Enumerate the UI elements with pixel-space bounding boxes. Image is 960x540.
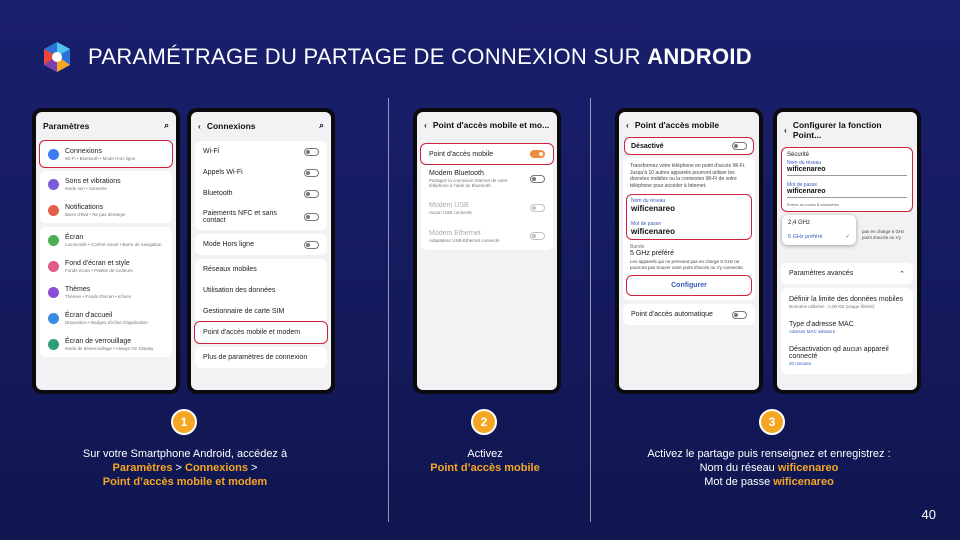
advanced-settings-label[interactable]: Paramètres avancés [789, 270, 854, 277]
band-option[interactable]: 2,4 GHz [788, 220, 811, 226]
auto-hotspot-toggle[interactable] [732, 311, 747, 319]
connexions-item[interactable] [195, 234, 327, 255]
settings-item[interactable] [40, 305, 172, 331]
hotspot-menu-text [429, 151, 524, 158]
password-label: Mot de passe [787, 182, 818, 188]
connexions-item[interactable] [195, 280, 327, 301]
hotspot-menu-label: Point d'accès mobile [429, 150, 493, 158]
band-note: pas en charge 5 GHz point d'accès ou s'y [862, 229, 905, 240]
settings-item[interactable] [40, 279, 172, 305]
band-option-selected[interactable]: 5 GHz préféré ✓ [788, 234, 850, 240]
slide-header [40, 40, 752, 74]
settings-item-label: Écran de verrouillage [65, 337, 132, 345]
connexions-item-label: Mode Hors ligne [203, 241, 254, 248]
ssid-label: Nom du réseau [787, 160, 822, 166]
hotspot-menu-sub: Aucun USB connecté [429, 209, 472, 215]
chevron-up-icon[interactable]: ⌃ [899, 270, 905, 278]
divider [590, 98, 591, 522]
settings-item[interactable] [40, 141, 172, 167]
toggle[interactable] [530, 232, 545, 240]
settings-item-text [65, 312, 164, 325]
settings-item[interactable] [40, 227, 172, 253]
password-label: Mot de passe [631, 221, 662, 227]
deactivation-sub: 20 minutes [789, 361, 812, 366]
settings-item-sub: Mode de déverrouillage • Always On Display [65, 345, 154, 351]
connexions-item[interactable] [195, 204, 327, 230]
phone-settings [32, 108, 180, 394]
settings-item-icon [48, 179, 59, 190]
hotspot-menu-label: Modem Ethernet [429, 229, 481, 237]
connexions-item-label: Réseaux mobiles [203, 266, 257, 273]
hotspot-description: Transformez votre téléphone en point d'accès Wi-Fi. Jusqu'à 10 autres appareils pourront utiliser les données mobiles ou la connexion Wi-Fi de votre téléphone pour accéder à Internet. [630, 163, 746, 189]
credentials-form [782, 148, 912, 211]
mac-type-sub: Adresse MAC aléatoire [789, 329, 836, 334]
back-icon[interactable]: ‹ [626, 120, 629, 130]
logo-icon [40, 40, 74, 74]
divider [388, 98, 389, 522]
settings-item-sub: Thèmes • Fonds d'écran • Icônes [65, 293, 132, 299]
settings-card [40, 227, 172, 357]
password-value: wificenareo [631, 227, 676, 236]
step-caption: Activez le partage puis renseignez et enregistrez : Nom du réseau wificenareo Mot de passe wificenareo [647, 448, 891, 488]
settings-item[interactable] [40, 331, 172, 357]
connexions-item-label: Appels Wi-Fi [203, 169, 243, 176]
step-caption: Activez Point d’accès mobile [430, 448, 540, 474]
settings-item-sub: Fonds écran • Palette de couleurs [65, 267, 133, 273]
phone-hotspot-config [773, 108, 921, 394]
connexions-card [195, 234, 327, 255]
deactivation-label[interactable]: Désactivation qd aucun appareil connecté [789, 346, 889, 360]
toggle[interactable] [530, 150, 545, 158]
band-dropdown[interactable] [782, 215, 856, 245]
settings-item[interactable] [40, 171, 172, 197]
connexions-item[interactable] [195, 301, 327, 322]
settings-item-icon [48, 287, 59, 298]
screen-title: Paramètres [43, 120, 90, 131]
settings-item-text [65, 338, 164, 351]
settings-item-sub: Mode son • Sonnerie [65, 185, 107, 191]
settings-item-icon [48, 149, 59, 160]
step-caption: Sur votre Smartphone Android, accédez à Paramètres > Connexions > Point d’accès mobile et modem [82, 448, 288, 488]
data-limit-sub: Données utilisées : 0,00 KB (usage illimité) [789, 304, 875, 309]
connexions-item-label: Gestionnaire de carte SIM [203, 308, 285, 315]
settings-item-icon [48, 261, 59, 272]
page-number: 40 [921, 507, 936, 522]
hotspot-menu-text [429, 202, 524, 215]
settings-item[interactable] [40, 253, 172, 279]
auto-hotspot-label: Point d'accès automatique [631, 311, 713, 318]
back-icon[interactable]: ‹ [784, 125, 787, 135]
ssid-label: Nom du réseau [631, 198, 666, 204]
settings-item-text [65, 148, 164, 161]
security-label: Sécurité [787, 152, 810, 158]
connexions-item[interactable] [195, 347, 327, 368]
connexions-item-label: Plus de paramètres de connexion [203, 354, 308, 361]
hotspot-menu-item[interactable] [421, 194, 553, 222]
password-hint: Entrez au moins 8 caractères [787, 202, 840, 207]
screen-title: Point d'accès mobile et mo... [432, 120, 550, 130]
settings-item-label: Écran [65, 233, 84, 241]
settings-item[interactable] [40, 197, 172, 223]
connexions-item-label: Paiements NFC et sans contact [203, 210, 277, 224]
settings-item-label: Fond d'écran et style [65, 259, 130, 267]
connexions-item[interactable] [195, 322, 327, 343]
settings-item-text [65, 260, 164, 273]
hotspot-menu-card [421, 144, 553, 250]
hotspot-toggle[interactable] [732, 142, 747, 150]
configure-button[interactable]: Configurer [627, 276, 751, 295]
settings-item-icon [48, 205, 59, 216]
settings-item-text [65, 204, 164, 217]
step-badge: 1 [171, 409, 197, 435]
connexions-item-label: Point d'accès mobile et modem [203, 329, 301, 336]
screen-title: Point d'accès mobile [634, 120, 720, 130]
data-limit-label[interactable]: Définir la limite des données mobiles [789, 296, 903, 303]
search-icon[interactable]: ⌕ [319, 120, 324, 130]
hotspot-status-row[interactable] [625, 138, 753, 154]
settings-item-sub: Luminosité • Confort visuel • Barre de navigation [65, 241, 162, 247]
toggle[interactable] [304, 190, 319, 198]
hotspot-menu-sub: Partagez la connexion Internet de votre téléphone à l'aide du Bluetooth. [429, 178, 508, 188]
search-icon[interactable]: ⌕ [164, 120, 169, 130]
settings-item-label: Thèmes [65, 285, 91, 293]
ssid-value: wificenareo [631, 204, 676, 213]
connexions-card [195, 141, 327, 230]
password-input[interactable]: wificenareo [787, 188, 826, 195]
settings-item-icon [48, 235, 59, 246]
toggle[interactable] [530, 175, 545, 183]
band-value[interactable]: 5 GHz préféré [630, 250, 674, 257]
connexions-item[interactable] [195, 259, 327, 280]
settings-item-label: Connexions [65, 147, 102, 155]
connexions-item-label: Bluetooth [203, 190, 233, 197]
settings-item-label: Notifications [65, 203, 104, 211]
screen-title: Configurer la fonction Point... [792, 120, 882, 140]
back-icon[interactable]: ‹ [424, 120, 427, 130]
toggle[interactable] [304, 241, 319, 249]
settings-item-label: Sons et vibrations [65, 177, 121, 185]
settings-item-sub: Wi-Fi • Bluetooth • Mode Hors ligne [65, 155, 136, 161]
connexions-item-label: Wi-Fi [203, 148, 220, 155]
settings-card [40, 171, 172, 223]
back-icon[interactable]: ‹ [198, 120, 201, 131]
settings-item-text [65, 234, 164, 247]
hotspot-menu-text [429, 170, 524, 188]
toggle[interactable] [304, 169, 319, 177]
settings-item-label: Écran d'accueil [65, 311, 113, 319]
settings-item-text [65, 178, 164, 191]
ssid-input[interactable]: wificenareo [787, 166, 826, 173]
toggle[interactable] [304, 213, 319, 221]
settings-item-icon [48, 339, 59, 350]
connexions-card [195, 347, 327, 368]
phone-hotspot [615, 108, 763, 394]
check-icon: ✓ [845, 234, 850, 240]
settings-item-sub: Barre d'état • Ne pas déranger [65, 211, 126, 217]
connexions-item[interactable] [195, 141, 327, 162]
hotspot-menu-item[interactable] [421, 222, 553, 250]
connexions-card [195, 259, 327, 343]
band-label: Bande [630, 244, 645, 250]
hotspot-menu-sub: Adaptateur USB-Ethernet connecté [429, 237, 500, 243]
hotspot-menu-item[interactable] [421, 144, 553, 164]
hotspot-menu-item[interactable] [421, 164, 553, 194]
settings-item-icon [48, 313, 59, 324]
status-label: Désactivé [631, 142, 664, 150]
step-badge: 3 [759, 409, 785, 435]
toggle[interactable] [530, 204, 545, 212]
toggle[interactable] [304, 148, 319, 156]
credentials-box [627, 195, 751, 239]
connexions-item[interactable] [195, 162, 327, 183]
connexions-item-label: Utilisation des données [203, 287, 276, 294]
hotspot-menu-label: Modem Bluetooth [429, 170, 484, 177]
phone-connexions [187, 108, 335, 394]
settings-item-text [65, 286, 164, 299]
slide-title: PARAMÉTRAGE DU PARTAGE DE CONNEXION SUR ANDROID [88, 44, 752, 69]
mac-type-label[interactable]: Type d'adresse MAC [789, 321, 854, 328]
connexions-item[interactable] [195, 183, 327, 204]
hotspot-menu-text [429, 230, 524, 243]
step-badge: 2 [471, 409, 497, 435]
phone-hotspot-menu [413, 108, 561, 394]
screen-title: Connexions [206, 120, 256, 131]
settings-card [40, 141, 172, 167]
band-note: Les appareils qui ne prennent pas en charge 5 GHz ne pourront pas trouver votre point d'accès ou s'y connecter. [630, 259, 745, 270]
settings-item-sub: Disposition • Badges d'icône d'application [65, 319, 148, 325]
hotspot-menu-label: Modem USB [429, 201, 469, 209]
